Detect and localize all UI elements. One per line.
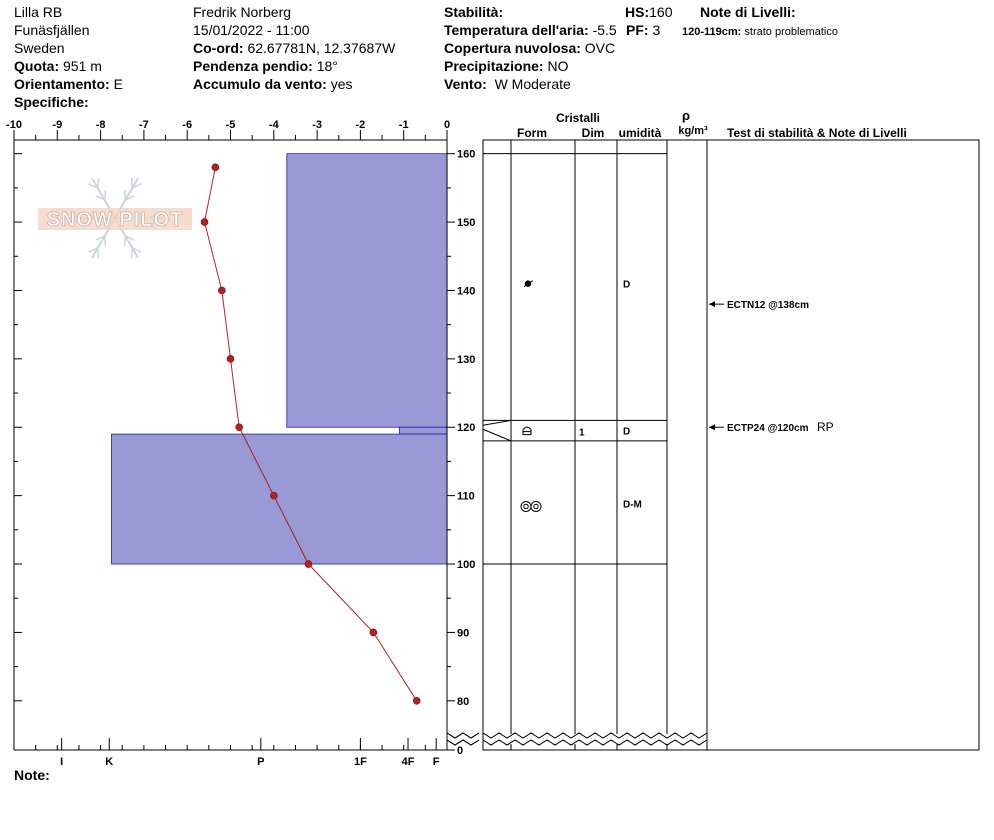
snowflake-branch — [98, 178, 99, 188]
observation-datetime: 15/01/2022 - 11:00 — [193, 22, 310, 38]
elevation-label: Quota: — [14, 58, 60, 74]
snowpilot-watermark — [38, 178, 192, 258]
melt-form-icon — [531, 501, 541, 511]
melt-form-icon-inner — [524, 504, 528, 508]
temp-tick-label: -10 — [6, 119, 22, 131]
aspect-label: Orientamento: — [14, 76, 110, 92]
specifics-label: Specifiche: — [14, 94, 89, 110]
hardness-tick-label: 4F — [401, 756, 415, 768]
layer-size: 1 — [579, 427, 585, 439]
snowflake-branch — [131, 178, 132, 188]
grid-frame — [483, 140, 979, 750]
layer-connector-diagonal — [483, 420, 511, 425]
temp-tick-label: -3 — [312, 119, 322, 131]
stability-test-extra: RP — [817, 420, 834, 435]
height-tick-label: 120 — [457, 422, 476, 435]
density-unit: kg/m³ — [678, 125, 708, 137]
temp-tick-label: -6 — [182, 119, 193, 131]
size-header: Dim — [581, 126, 605, 140]
temp-tick-label: -1 — [398, 119, 409, 131]
temperature-point — [218, 287, 225, 294]
hardness-tick-label: 1F — [353, 756, 367, 768]
slope-value: 18° — [316, 58, 338, 74]
height-tick-label: 140 — [457, 285, 476, 298]
layer-note-text: strato problematico — [744, 26, 838, 38]
air-temp-label: Temperatura dell'aria: — [444, 22, 589, 38]
temperature-point — [212, 164, 219, 171]
elevation-value: 951 m — [63, 58, 102, 74]
precip-label: Precipitazione: — [444, 58, 544, 74]
watermark-text: SNOW PILOT — [46, 209, 184, 231]
aspect-value: E — [113, 76, 123, 92]
height-tick-label: 0 — [457, 745, 464, 757]
wind-value: W Moderate — [494, 76, 571, 92]
temp-tick-label: 0 — [443, 119, 451, 131]
precip-value: NO — [547, 58, 569, 74]
layer-connector-diagonal — [483, 429, 511, 441]
hs-value: 160 — [649, 4, 673, 20]
hardness-tick-label: F — [432, 756, 440, 768]
layer-moisture: D — [623, 426, 631, 438]
temperature-point — [236, 424, 243, 431]
temperature-point — [270, 492, 277, 499]
axis-break-mask — [484, 734, 706, 744]
pf-label: PF: — [626, 22, 649, 38]
hs-label: HS: — [625, 4, 650, 20]
snowflake-branch — [105, 190, 106, 200]
hardness-tick-label: K — [105, 756, 114, 768]
temp-tick-label: -9 — [52, 119, 63, 131]
height-tick-label: 80 — [457, 695, 470, 708]
wind-label: Vento: — [444, 76, 487, 92]
snowflake-branch — [131, 248, 132, 258]
melt-form-icon — [521, 501, 531, 511]
hardness-layer — [111, 434, 447, 564]
layer-notes-label: Note di Livelli: — [700, 4, 796, 20]
snowflake-branch — [125, 236, 126, 246]
coords-value: 62.67781N, 12.37687W — [247, 40, 396, 56]
melt-form-icon-inner — [534, 504, 538, 508]
layer-moisture: D — [623, 279, 631, 291]
crystals-header: Cristalli — [555, 111, 601, 125]
height-tick-label: 100 — [457, 559, 476, 572]
height-tick-label: 160 — [457, 148, 476, 161]
country-name: Sweden — [14, 40, 65, 56]
stability-test-label: ECTN12 @138cm — [727, 300, 810, 312]
temp-tick-label: -4 — [268, 119, 279, 131]
snowflake-branch — [125, 190, 126, 200]
snowflake-branch — [105, 236, 106, 246]
cloud-value: OVC — [584, 40, 616, 56]
stability-test-label: ECTP24 @120cm — [727, 423, 809, 435]
temperature-point — [305, 561, 312, 568]
temperature-point — [370, 629, 377, 636]
test-arrow-head — [709, 424, 715, 430]
air-temp-value: -5.5 — [592, 22, 617, 38]
layer-moisture: D-M — [623, 499, 642, 511]
cloud-label: Copertura nuvolosa: — [444, 40, 581, 56]
hardness-axis — [36, 738, 440, 768]
wind-loading-label: Accumulo da vento: — [193, 76, 327, 92]
hardness-layer — [287, 154, 447, 428]
area-name: Funäsfjällen — [14, 22, 90, 38]
hardness-tick-label: P — [257, 756, 265, 768]
temp-tick-label: -2 — [355, 119, 366, 131]
moisture-header: umidità — [618, 126, 662, 140]
height-tick-label: 150 — [457, 217, 476, 230]
temperature-point — [227, 355, 234, 362]
form-header: Form — [517, 126, 547, 140]
snowflake-branch — [98, 248, 99, 258]
site-name: Lilla RB — [14, 4, 63, 20]
temperature-point — [201, 219, 208, 226]
slope-label: Pendenza pendio: — [193, 58, 313, 74]
pf-value: 3 — [652, 22, 661, 38]
coords-label: Co-ord: — [193, 40, 244, 56]
wind-loading-value: yes — [330, 76, 353, 92]
height-tick-label: 110 — [457, 490, 475, 503]
layer-note-range: 120-119cm: — [682, 26, 742, 38]
layer-grid — [447, 108, 979, 750]
height-tick-label: 130 — [457, 353, 476, 366]
hardness-layer — [399, 427, 447, 434]
density-symbol: ρ — [681, 108, 691, 123]
temp-tick-label: -5 — [225, 119, 236, 131]
observer-name: Fredrik Norberg — [193, 4, 292, 20]
temp-tick-label: -7 — [139, 119, 149, 131]
test-arrow-head — [709, 301, 715, 307]
temperature-point — [413, 697, 420, 704]
notes-label: Note: — [14, 767, 50, 783]
stability-label: Stabilità: — [444, 4, 504, 20]
faceted-icon — [523, 427, 531, 435]
hardness-tick-label: I — [60, 756, 64, 768]
height-tick-label: 90 — [457, 627, 470, 640]
temp-tick-label: -8 — [95, 119, 106, 131]
tests-header: Test di stabilità & Note di Livelli — [727, 126, 907, 140]
